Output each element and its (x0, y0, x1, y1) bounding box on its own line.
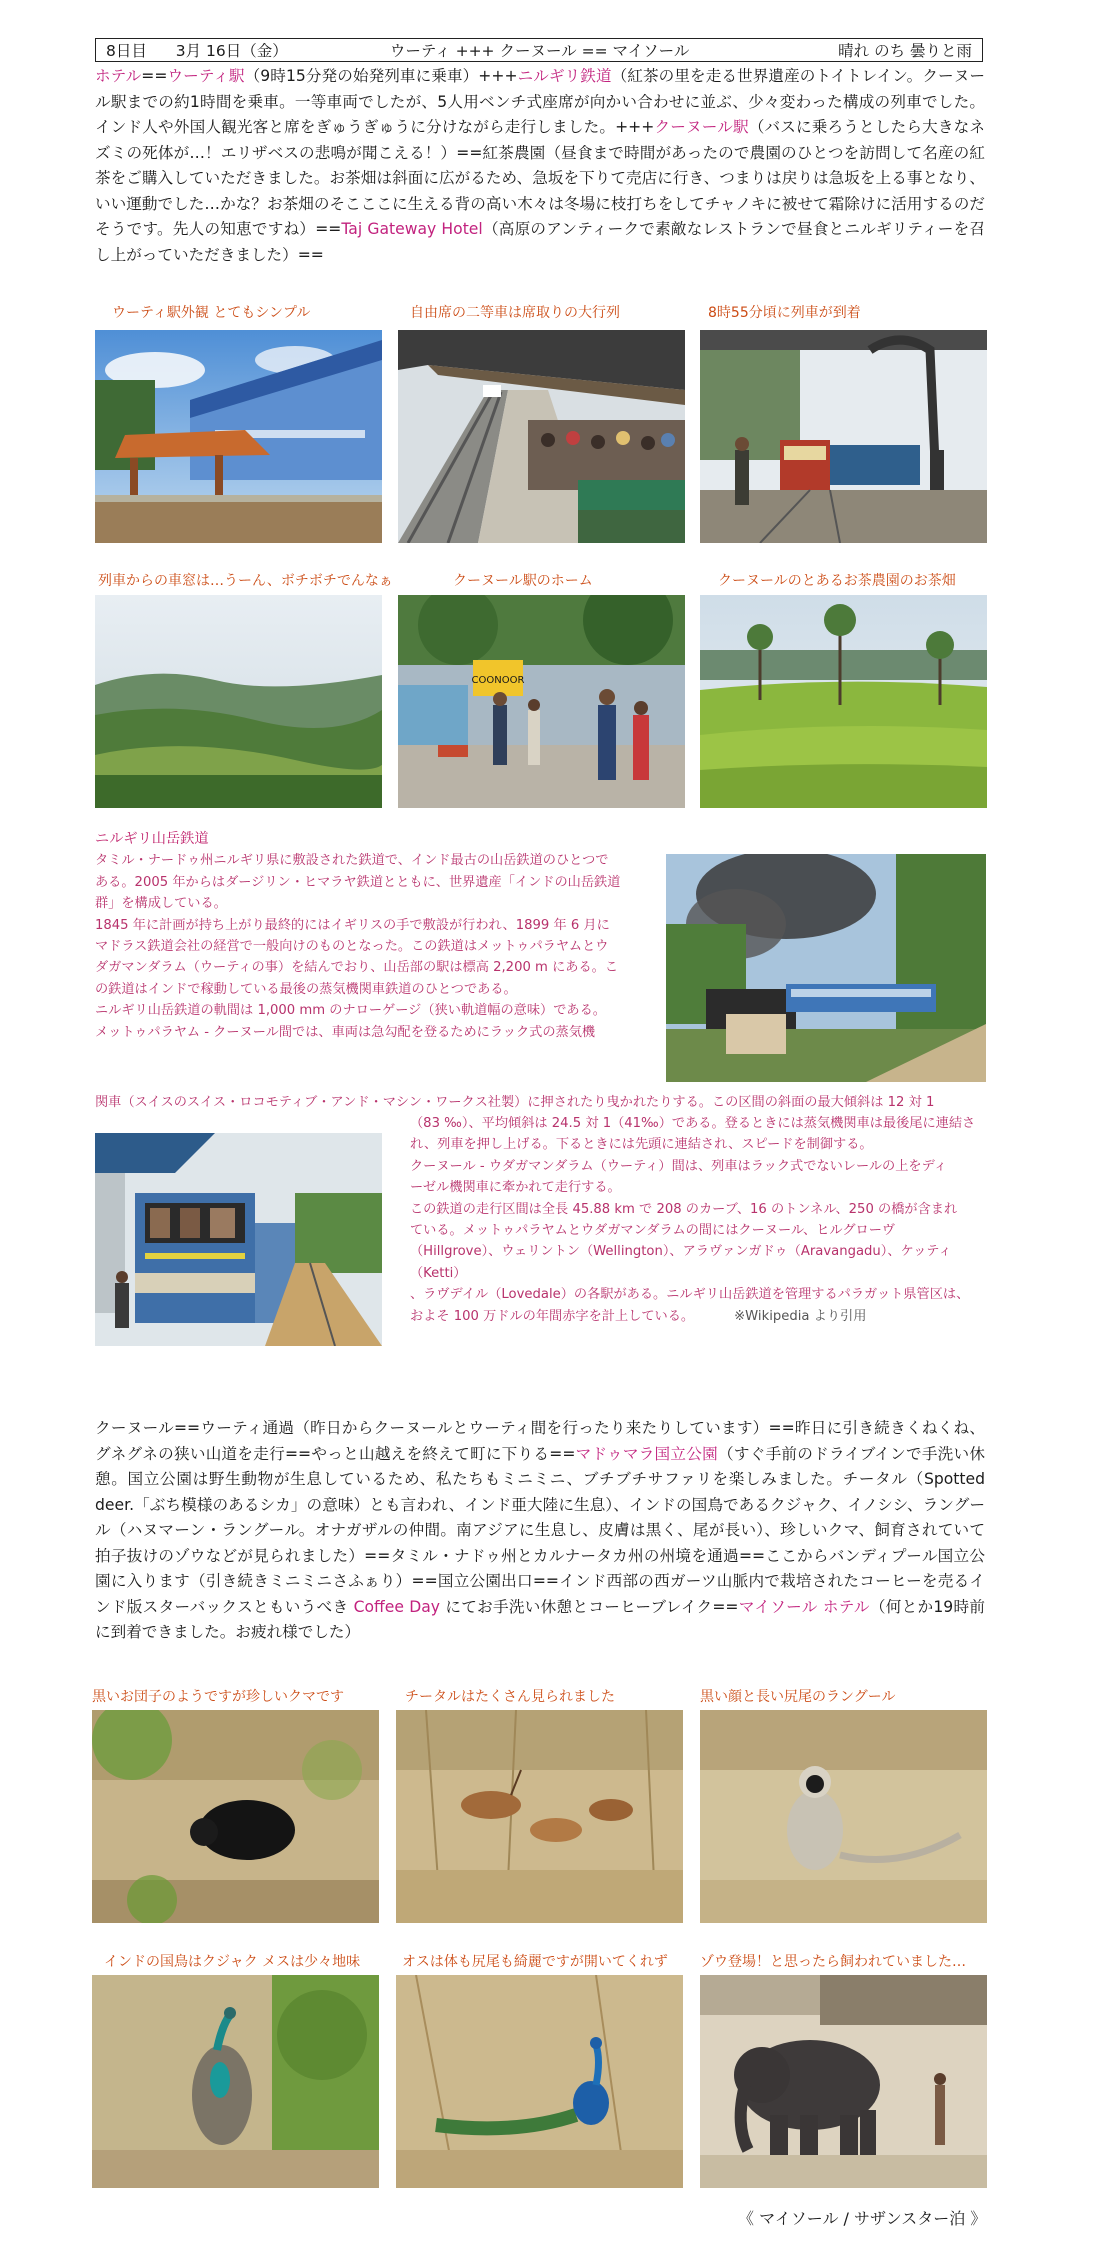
caption-langur: 黒い顔と長い尻尾のラングール (700, 1689, 896, 1705)
nilgiri-line: （Hillgrove）、ウェリントン（Wellington）、アラヴァンガドゥ（Aravangadu）、ケッティ（Ketti） (410, 1244, 952, 1281)
intro-taj-hotel: Taj Gateway Hotel (341, 220, 483, 238)
nilgiri-citation: ※Wikipedia より引用 (734, 1308, 867, 1324)
intro-text-2: （紅茶の里を走る世界遺産のトイトレイン。クーヌール駅までの約1時間を乗車。一等車両でしたが、5人用ベンチ式座席が向かい合わせに並ぶ、少々変わった構成の列車でした。インド人や外国人観光客と席をぎゅうぎゅうに分けながら走行しました。+++ (95, 67, 985, 136)
nilgiri-line: マドラス鉄道会社の経営で一般向けのものとなった。この鉄道はメットゥパラヤムとウ (95, 939, 609, 955)
nilgiri-last-line: およそ 100 万ドルの年間赤字を計上している。 (410, 1308, 695, 1324)
photo-coonoor-platform (398, 595, 685, 808)
photo-train-window-view (95, 595, 382, 808)
caption-ooty-station: ウーティ駅外観 とてもシンプル (112, 305, 311, 321)
nilgiri-line: クーヌール - ウダガマンダラム（ウーティ）間は、列車はラック式でないレールの上をディ (410, 1158, 947, 1174)
nilgiri-line: ニルギリ山岳鉄道の軌間は 1,000 mm のナローゲージ（狭い軌道幅の意味）である。 (95, 1003, 606, 1019)
caption-peacock: オスは体も尻尾も綺麗ですが開いてくれず (402, 1954, 668, 1970)
photo-tea-plantation (700, 595, 987, 808)
photo-platform-queue (398, 330, 685, 543)
nilgiri-info-lower (410, 1113, 987, 1327)
header-route: ウーティ +++ クーヌール == マイソール (389, 42, 690, 60)
afternoon-paragraph (95, 1416, 985, 1646)
photo-chital (396, 1710, 683, 1923)
nilgiri-line: れ、列車を押し上げる。下るときには先頭に連結され、スピードを制御する。 (410, 1137, 873, 1153)
nilgiri-line: ている。メットゥパラヤムとウダガマンダラムの間にはクーヌール、ヒルグローヴ (410, 1223, 896, 1239)
caption-bear: 黒いお団子のようですが珍しいクマです (92, 1689, 344, 1705)
nilgiri-info-wide (95, 1092, 987, 1113)
caption-coonoor-platform: クーヌール駅のホーム (453, 573, 593, 589)
nilgiri-line: この鉄道の走行区間は全長 45.88 km で 208 のカーブ、16 のトンネル、250 の橋が含まれ (410, 1201, 958, 1217)
afternoon-text-4: （何とか19時前に到着できました。お疲れ様でした） (95, 1597, 986, 1641)
afternoon-mysore-hotel: マイソール ホテル (738, 1597, 870, 1616)
intro-paragraph (95, 64, 985, 268)
afternoon-mudumalai: マドゥマラ国立公園 (575, 1444, 718, 1463)
caption-tea-field: クーヌールのとあるお茶農園のお茶畑 (718, 573, 956, 589)
afternoon-text-2: （すぐ手前のドライブインで手洗い休憩。国立公園は野生動物が生息しているため、私たちもミニミニ、ブチブチサファリを楽しみました。チータル（Spotted deer.「ぶち模様のあるシカ」の意味）とも言われ、インド亜大陸に生息）、インドの国鳥であるクジャク、イノシシ、ラングール（ハヌマーン・ラングール。オナガザルの仲間。南アジアに生息し、皮膚は黒く、尾が長い）、珍しいクマ、飼育されていて拍子抜けのゾウなどが見られました）==タミル・ナドゥ州とカルナータカ州の州境を通過==ここからバンディプール国立公園に入ります（引き続きミニミニさふぁり）==国立公園出口==インド西部の西ガーツ山脈内で栽培されたコーヒーを売るインド版スターバックスともいうべき (95, 1444, 985, 1616)
nilgiri-line: の鉄道はインドで稼動している最後の蒸気機関車鉄道のひとつである。 (95, 981, 517, 997)
accommodation-footer: 《 マイソール / サザンスター泊 》 (738, 2209, 987, 2228)
nilgiri-line (410, 1306, 987, 1327)
intro-text-1: （9時15分発の始発列車に乗車）+++ (244, 67, 518, 85)
afternoon-text-3: にてお手洗い休憩とコーヒーブレイク== (445, 1597, 739, 1616)
afternoon-text-1: クーヌール==ウーティ通過（昨日からクーヌールとウーティ間を行ったり来たりしています）==昨日に引き続きくねくね、グネグネの狭い山道を走行==やっと山越えを終えて町に下りる== (95, 1419, 985, 1463)
intro-hotel: ホテル (95, 67, 142, 85)
intro-nilgiri-railway: ニルギリ鉄道 (517, 67, 612, 85)
nilgiri-line: ある。2005 年からはダージリン・ヒマラヤ鉄道とともに、世界遺産「インドの山岳鉄道 (95, 874, 621, 890)
caption-chital: チータルはたくさん見られました (405, 1689, 615, 1705)
photo-peacock (396, 1975, 683, 2188)
nilgiri-line: 、ラヴデイル（Lovedale）の各駅がある。ニルギリ山岳鉄道を管理するパラガット県管区は、 (410, 1287, 970, 1303)
caption-elephant: ゾウ登場！と思ったら飼われていました… (700, 1954, 966, 1970)
afternoon-coffee-day: Coffee Day (353, 1597, 441, 1616)
intro-text-4: （高原のアンティークで素敵なレストランで昼食とニルギリティーを召し上がっていただきました）== (95, 220, 986, 264)
header-date: 3月 16日（金） (175, 42, 288, 60)
nilgiri-line: 関車（スイスのスイス・ロコモティブ・アンド・マシン・ワークス社製）に押されたり曳かれたりする。この区間の斜面の最大傾斜は 12 対 1 (95, 1095, 935, 1110)
photo-elephant (700, 1975, 987, 2188)
photo-bear (92, 1710, 379, 1923)
nilgiri-info (95, 829, 640, 1043)
caption-peahen: インドの国鳥はクジャク メスは少々地味 (104, 1954, 361, 1970)
photo-steam-locomotive (666, 854, 986, 1082)
photo-peahen (92, 1975, 379, 2188)
nilgiri-line: 群」を構成している。 (95, 896, 227, 912)
photo-ooty-station (95, 330, 382, 543)
nilgiri-line: 1845 年に計画が持ち上がり最終的にはイギリスの手で敷設が行われ、1899 年 6 月に (95, 917, 610, 933)
photo-langur (700, 1710, 987, 1923)
sign-coonoor: COONOOR (471, 675, 525, 686)
header-day: 8日目 (106, 42, 147, 60)
nilgiri-line: ダガマンダラム（ウーティの事）を結んでおり、山岳部の駅は標高 2,200 m にある。こ (95, 960, 619, 976)
nilgiri-line: ーゼル機関車に牽かれて走行する。 (410, 1180, 621, 1196)
nilgiri-line: タミル・ナードゥ州ニルギリ県に敷設された鉄道で、インド最古の山岳鉄道のひとつで (95, 853, 609, 869)
caption-queue: 自由席の二等車は席取りの大行列 (410, 305, 620, 321)
nilgiri-title: ニルギリ山岳鉄道 (95, 831, 209, 847)
header-weather: 晴れ のち 曇りと雨 (838, 42, 972, 60)
intro-ooty-station: ウーティ駅 (167, 67, 245, 85)
caption-train-arrival: 8時55分頃に列車が到着 (708, 305, 861, 321)
photo-train-arrival (700, 330, 987, 543)
nilgiri-line: メットゥパラヤム - クーヌール間では、車両は急勾配を登るためにラック式の蒸気機 (95, 1024, 596, 1040)
intro-text-3: （バスに乗ろうとしたら大きなネズミの死体が…！エリザベスの悲鳴が聞こえる！）==紅茶農園（昼食まで時間があったので農園のひとつを訪問して名産の紅茶をご購入していただきました。お茶畑は斜面に広がるため、急坂を下りて売店に行き、つまりは戻りは急坂を上る事となり、いい運動でした…かな？お茶畑のそこここに生える背の高い木々は冬場に枝打ちをしてチャノキに被せて霜除けに活用するのだそうです。先人の知恵ですね）== (95, 118, 985, 238)
day-header (95, 38, 983, 62)
photo-blue-train-platform (95, 1133, 382, 1346)
intro-coonoor-station: クーヌール駅 (654, 118, 749, 136)
nilgiri-line: （83 ‰）、平均傾斜は 24.5 対 1（41‰）である。登るときには蒸気機関車は最後尾に連結さ (410, 1116, 976, 1131)
caption-train-window: 列車からの車窓は…うーん、ボチボチでんなぁ (98, 573, 393, 589)
intro-sep: == (141, 67, 168, 85)
